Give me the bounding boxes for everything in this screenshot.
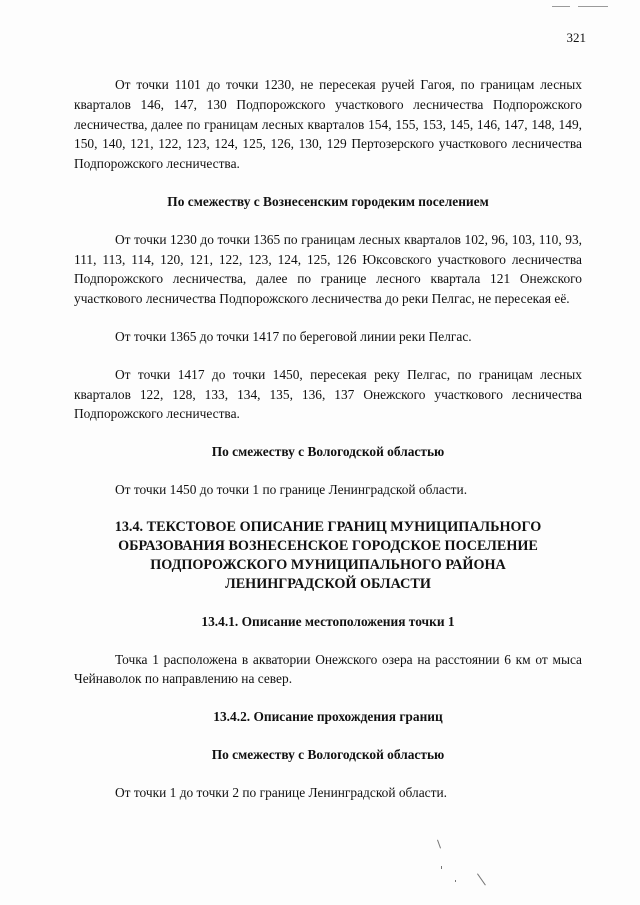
section-heading-vologda-1: По смежеству с Вологодской областью	[211, 444, 445, 460]
paragraph-7: От точки 1 до точки 2 по границе Ленинградской области.	[115, 784, 447, 800]
paragraph-5: От точки 1450 до точки 1 по границе Ленинградской области.	[115, 481, 468, 497]
page-number: 321	[566, 30, 586, 45]
section-heading-voznesenskoe: По смежеству с Вознесенским городеким поселением	[167, 193, 489, 209]
subsection-heading-13-4-1: 13.4.1. Описание местоположения точки 1	[201, 613, 455, 629]
main-heading	[74, 518, 582, 594]
paragraph-2: От точки 1230 до точки 1365 по границам лесных кварталов 102, 96, 103, 110, 93, 111, 113, 114, 120, 121, 122, 123, 124, 125, 126 Юксовского участкового лесничества Подпорожского лесничества, далее по границе лесного квартала 121 Онежского участкового лесничества Подпорожского лесничества до реки Пелгас, не пересекая её.	[74, 231, 582, 307]
main-heading-line-3: ПОДПОРОЖСКОГО МУНИЦИПАЛЬНОГО РАЙОНА	[150, 556, 506, 573]
section-heading-vologda-2: По смежеству с Вологодской областью	[211, 746, 445, 762]
paragraph-1: От точки 1101 до точки 1230, не пересекая ручей Гагоя, по границам лесных кварталов 146, 147, 130 Подпорожского участкового лесничества Подпорожского лесничества, далее по границам лесных кварталов 154, 155, 153, 145, 146, 147, 148, 149, 150, 140, 121, 122, 123, 124, 125, 126, 130, 129 Пертозерского участкового лесничества Подпорожского лесничества.	[74, 77, 582, 172]
scan-mark-top	[552, 6, 612, 8]
paragraph-3: От точки 1365 до точки 1417 по береговой линии реки Пелгас.	[115, 328, 472, 344]
paragraph-6: Точка 1 расположена в акватории Онежского озера на расстоянии 6 км от мыса Чейнаволок по направлению на север.	[74, 651, 582, 687]
document-body	[74, 75, 582, 803]
main-heading-line-4: ЛЕНИНГРАДСКОЙ ОБЛАСТИ	[225, 575, 431, 592]
scan-marks-bottom	[425, 840, 505, 900]
subsection-heading-13-4-2: 13.4.2. Описание прохождения границ	[213, 709, 443, 725]
main-heading-line-2: ОБРАЗОВАНИЯ ВОЗНЕСЕНСКОЕ ГОРОДСКОЕ ПОСЕЛЕНИЕ	[118, 537, 538, 554]
paragraph-4: От точки 1417 до точки 1450, пересекая реку Пелгас, по границам лесных кварталов 122, 128, 133, 134, 135, 136, 137 Онежского участкового лесничества Подпорожского лесничества.	[74, 366, 582, 422]
main-heading-line-1: 13.4. ТЕКСТОВОЕ ОПИСАНИЕ ГРАНИЦ МУНИЦИПАЛЬНОГО	[114, 518, 542, 535]
